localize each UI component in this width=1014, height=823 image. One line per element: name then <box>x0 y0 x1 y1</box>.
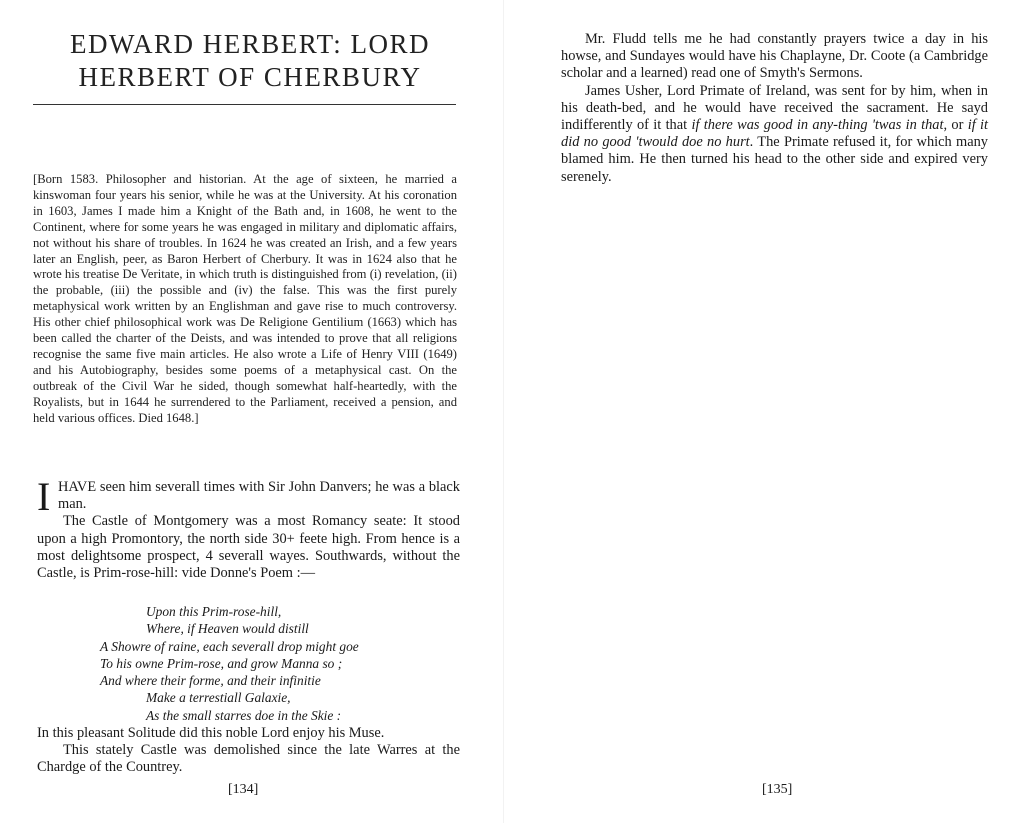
page-number-left: [134] <box>228 782 259 797</box>
closing-text <box>37 725 460 777</box>
poem-line: As the small starres doe in the Skie : <box>146 707 342 723</box>
opening-paragraph <box>37 474 460 519</box>
left-page <box>0 0 500 823</box>
right-page-text <box>561 31 988 186</box>
paragraph-1: HAVE seen him severall times with Sir John Danvers; he was a black man. <box>58 479 460 513</box>
para2-italic-quote-1: if there was good in any-thing 'twas in that <box>691 117 944 134</box>
page-gutter <box>503 0 504 823</box>
main-text <box>37 474 460 582</box>
title-line-1: EDWARD HERBERT: LORD <box>69 29 431 59</box>
para2-text-end: . The Primate refused it, for which many blamed him. He then turned his head to the other side and expired very serenely. <box>561 134 988 185</box>
poem-line: To his owne Prim-rose, and grow Manna so ; <box>100 655 343 671</box>
title-rule <box>33 104 456 105</box>
biographical-note: [Born 1583. Philosopher and historian. At the age of sixteen, he married a kinswoman four years his senior, while he was at the University. At his coronation in 1603, James I made him a Knight of the Bath and, in 1608, he went to the Continent, where for some years he was engaged in military and diplomatic affairs, not without his share of troubles. In 1624 he was created an Irish, and a few years later an English, peer, as Baron Herbert of Cherbury. It was in 1624 also that he wrote his treatise De Veritate, in which truth is distinguished from (i) revelation, (ii) the probable, (iii) the possible and (iv) the false. This was the first purely metaphysical work written by an Englishman and gave rise to much controversy. His other chief philosophical work was De Religione Gentilium (1663) which has been called the charter of the Deists, and was intended to prove that all religions recognise the same five main articles. He also wrote a Life of Henry VIII (1649) and his Autobiography, besides some poems of a metaphysical cast. On the outbreak of the Civil War he sided, though somewhat half-heartedly, with the Royalists, but in 1644 he surrendered to the Parliament, received a pension, and held various offices. Died 1648.] <box>33 172 457 425</box>
title-line-2: HERBERT OF CHERBURY <box>78 62 422 92</box>
poem-line: Where, if Heaven would distill <box>146 621 309 637</box>
paragraph-3: In this pleasant Solitude did this noble Lord enjoy his Muse. <box>37 725 385 741</box>
para2-text-mid: , or <box>943 117 968 134</box>
chapter-title <box>30 28 470 94</box>
drop-cap: I <box>37 474 51 519</box>
right-paragraph-1: Mr. Fludd tells me he had constantly prayers twice a day in his howse, and Sundayes would have his Chaplayne, Dr. Coote (a Cambridge scholar and a learned) read one of Smyth's Sermons. <box>561 31 988 82</box>
poem-line: Upon this Prim-rose-hill, <box>146 604 282 619</box>
right-paragraph-2 <box>561 83 988 186</box>
paragraph-2: The Castle of Montgomery was a most Romancy seate: It stood upon a high Promontory, the north side 30+ feete high. From hence is a most delightsome prospect, 4 severall wayes. Southwards, without the Castle, is Prim-rose-hill: vide Donne's Poem :— <box>37 513 460 582</box>
para2-italic-quote-2: if it did no good 'twould doe no hurt <box>561 117 989 151</box>
page-number-right: [135] <box>762 782 793 797</box>
donne-poem-quote <box>100 603 460 724</box>
paragraph-4: This stately Castle was demolished since the late Warres at the Chardge of the Countrey. <box>37 742 460 776</box>
poem-line: Make a terrestiall Galaxie, <box>146 690 291 706</box>
para2-text-start: James Usher, Lord Primate of Ireland, was sent for by him, when in his death-bed, and he would have received the sacrament. He sayd indifferently of it that <box>561 82 988 134</box>
poem-line: A Showre of raine, each severall drop might goe <box>100 638 359 654</box>
poem-line: And where their forme, and their infinitie <box>100 673 321 689</box>
